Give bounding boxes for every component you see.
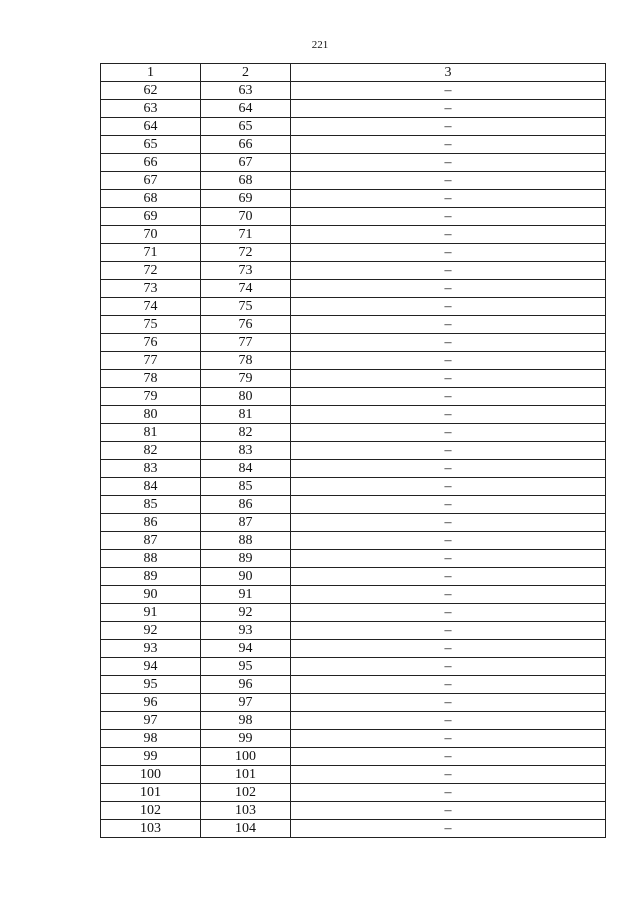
table-row [101, 226, 606, 244]
table-cell-col-3: – [291, 550, 606, 568]
table-cell-col-3: – [291, 568, 606, 586]
table-cell-col-3: – [291, 640, 606, 658]
table-cell-col-2: 80 [201, 388, 291, 406]
table-cell-col-3: – [291, 82, 606, 100]
table-cell-col-3: – [291, 154, 606, 172]
table-cell-col-1: 71 [101, 244, 201, 262]
table-cell-col-1: 101 [101, 784, 201, 802]
table-cell-col-1: 63 [101, 100, 201, 118]
table-cell-col-2: 88 [201, 532, 291, 550]
table-cell-col-2: 69 [201, 190, 291, 208]
table-cell-col-2: 87 [201, 514, 291, 532]
table-cell-col-3: – [291, 514, 606, 532]
table-cell-col-2: 104 [201, 820, 291, 838]
table-row [101, 388, 606, 406]
table-cell-col-1: 66 [101, 154, 201, 172]
table-cell-col-3: – [291, 190, 606, 208]
table-cell-col-3: – [291, 352, 606, 370]
table-cell-col-2: 75 [201, 298, 291, 316]
table-cell-col-2: 76 [201, 316, 291, 334]
table-cell-col-2: 101 [201, 766, 291, 784]
table-cell-col-1: 77 [101, 352, 201, 370]
table-row [101, 496, 606, 514]
table-cell-col-1: 87 [101, 532, 201, 550]
table-cell-col-1: 102 [101, 802, 201, 820]
table-cell-col-3: – [291, 442, 606, 460]
table-cell-col-2: 89 [201, 550, 291, 568]
table-cell-col-2: 74 [201, 280, 291, 298]
table-cell-col-1: 70 [101, 226, 201, 244]
data-table [100, 63, 606, 838]
table-cell-col-1: 90 [101, 586, 201, 604]
table-cell-col-2: 66 [201, 136, 291, 154]
table-cell-col-3: – [291, 424, 606, 442]
table-cell-col-1: 96 [101, 694, 201, 712]
table-cell-col-1: 62 [101, 82, 201, 100]
table-row [101, 370, 606, 388]
table-row [101, 424, 606, 442]
table-cell-col-2: 85 [201, 478, 291, 496]
table-cell-col-2: 71 [201, 226, 291, 244]
table-cell-col-1: 82 [101, 442, 201, 460]
table-cell-col-1: 95 [101, 676, 201, 694]
page-number: 221 [311, 39, 329, 51]
table-cell-col-3: – [291, 748, 606, 766]
table-cell-col-3: – [291, 226, 606, 244]
table-cell-col-3: – [291, 820, 606, 838]
table-row [101, 352, 606, 370]
table-cell-col-3: – [291, 460, 606, 478]
table-row [101, 640, 606, 658]
table-row [101, 298, 606, 316]
table-cell-col-3: – [291, 100, 606, 118]
table-cell-col-3: – [291, 784, 606, 802]
table-cell-col-1: 92 [101, 622, 201, 640]
table-cell-col-3: – [291, 802, 606, 820]
table-cell-col-1: 100 [101, 766, 201, 784]
table-row [101, 460, 606, 478]
table-cell-col-1: 84 [101, 478, 201, 496]
table-row [101, 82, 606, 100]
table-row [101, 748, 606, 766]
table-row [101, 676, 606, 694]
table-cell-col-2: 84 [201, 460, 291, 478]
table-row [101, 712, 606, 730]
table-cell-col-1: 91 [101, 604, 201, 622]
table-cell-col-1: 64 [101, 118, 201, 136]
table-cell-col-2: 96 [201, 676, 291, 694]
table-row [101, 478, 606, 496]
table-row [101, 334, 606, 352]
table-cell-col-1: 88 [101, 550, 201, 568]
table-cell-col-2: 67 [201, 154, 291, 172]
table-row [101, 136, 606, 154]
table-cell-col-2: 64 [201, 100, 291, 118]
table-cell-col-3: – [291, 604, 606, 622]
table-cell-col-3: – [291, 172, 606, 190]
table-row [101, 586, 606, 604]
table-cell-col-1: 75 [101, 316, 201, 334]
table-row [101, 154, 606, 172]
table-cell-col-1: 103 [101, 820, 201, 838]
table-cell-col-2: 63 [201, 82, 291, 100]
table-cell-col-1: 69 [101, 208, 201, 226]
table-cell-col-1: 86 [101, 514, 201, 532]
table-cell-col-3: – [291, 730, 606, 748]
table-cell-col-1: 72 [101, 262, 201, 280]
table-cell-col-1: 78 [101, 370, 201, 388]
table-row [101, 784, 606, 802]
table-cell-col-1: 97 [101, 712, 201, 730]
table-cell-col-2: 100 [201, 748, 291, 766]
table-cell-col-1: 76 [101, 334, 201, 352]
table-body [101, 82, 606, 838]
table-cell-col-3: – [291, 208, 606, 226]
column-header-3: 3 [291, 64, 606, 82]
table-cell-col-2: 82 [201, 424, 291, 442]
table-cell-col-2: 93 [201, 622, 291, 640]
table-cell-col-1: 94 [101, 658, 201, 676]
table-row [101, 730, 606, 748]
table-cell-col-3: – [291, 622, 606, 640]
table-cell-col-3: – [291, 766, 606, 784]
table-row [101, 568, 606, 586]
table-cell-col-3: – [291, 136, 606, 154]
table-cell-col-3: – [291, 244, 606, 262]
table-cell-col-3: – [291, 316, 606, 334]
table-cell-col-3: – [291, 406, 606, 424]
table-cell-col-2: 73 [201, 262, 291, 280]
table-cell-col-1: 99 [101, 748, 201, 766]
table-cell-col-3: – [291, 118, 606, 136]
table-cell-col-2: 95 [201, 658, 291, 676]
table-row [101, 514, 606, 532]
table-cell-col-2: 72 [201, 244, 291, 262]
table-cell-col-3: – [291, 712, 606, 730]
table-row [101, 622, 606, 640]
table-cell-col-2: 86 [201, 496, 291, 514]
table-cell-col-2: 78 [201, 352, 291, 370]
table-cell-col-1: 89 [101, 568, 201, 586]
table-row [101, 208, 606, 226]
table-row [101, 658, 606, 676]
table-cell-col-3: – [291, 658, 606, 676]
table-row [101, 244, 606, 262]
table-row [101, 802, 606, 820]
table-cell-col-2: 90 [201, 568, 291, 586]
table-cell-col-2: 68 [201, 172, 291, 190]
table-cell-col-1: 67 [101, 172, 201, 190]
table-cell-col-2: 94 [201, 640, 291, 658]
table-cell-col-3: – [291, 298, 606, 316]
table-row [101, 550, 606, 568]
table-cell-col-1: 80 [101, 406, 201, 424]
table-cell-col-3: – [291, 496, 606, 514]
table-row [101, 766, 606, 784]
table-row [101, 532, 606, 550]
table-header-row [101, 64, 606, 82]
table-cell-col-1: 85 [101, 496, 201, 514]
table-cell-col-3: – [291, 388, 606, 406]
table-cell-col-2: 92 [201, 604, 291, 622]
table-row [101, 262, 606, 280]
table-cell-col-1: 65 [101, 136, 201, 154]
table-cell-col-3: – [291, 262, 606, 280]
table-cell-col-2: 102 [201, 784, 291, 802]
table-cell-col-3: – [291, 370, 606, 388]
table-cell-col-2: 99 [201, 730, 291, 748]
table-cell-col-2: 81 [201, 406, 291, 424]
table-row [101, 442, 606, 460]
table-cell-col-1: 79 [101, 388, 201, 406]
table-cell-col-1: 74 [101, 298, 201, 316]
table-cell-col-1: 68 [101, 190, 201, 208]
table-cell-col-3: – [291, 478, 606, 496]
table-row [101, 172, 606, 190]
table-cell-col-2: 91 [201, 586, 291, 604]
table-row [101, 316, 606, 334]
table-cell-col-2: 70 [201, 208, 291, 226]
table-cell-col-3: – [291, 694, 606, 712]
table-cell-col-2: 65 [201, 118, 291, 136]
table-row [101, 100, 606, 118]
table-cell-col-2: 79 [201, 370, 291, 388]
table-row [101, 190, 606, 208]
table-cell-col-1: 83 [101, 460, 201, 478]
table-row [101, 604, 606, 622]
table-cell-col-1: 73 [101, 280, 201, 298]
table-cell-col-1: 98 [101, 730, 201, 748]
table-row [101, 118, 606, 136]
column-header-1: 1 [101, 64, 201, 82]
table-cell-col-2: 77 [201, 334, 291, 352]
table-row [101, 694, 606, 712]
table-cell-col-3: – [291, 532, 606, 550]
table-cell-col-1: 81 [101, 424, 201, 442]
table-cell-col-2: 103 [201, 802, 291, 820]
table-cell-col-3: – [291, 586, 606, 604]
table-row [101, 406, 606, 424]
table-row [101, 820, 606, 838]
table-cell-col-2: 97 [201, 694, 291, 712]
table-cell-col-3: – [291, 676, 606, 694]
table-cell-col-3: – [291, 334, 606, 352]
table-cell-col-1: 93 [101, 640, 201, 658]
column-header-2: 2 [201, 64, 291, 82]
table-cell-col-3: – [291, 280, 606, 298]
table-row [101, 280, 606, 298]
table-cell-col-2: 98 [201, 712, 291, 730]
table-cell-col-2: 83 [201, 442, 291, 460]
